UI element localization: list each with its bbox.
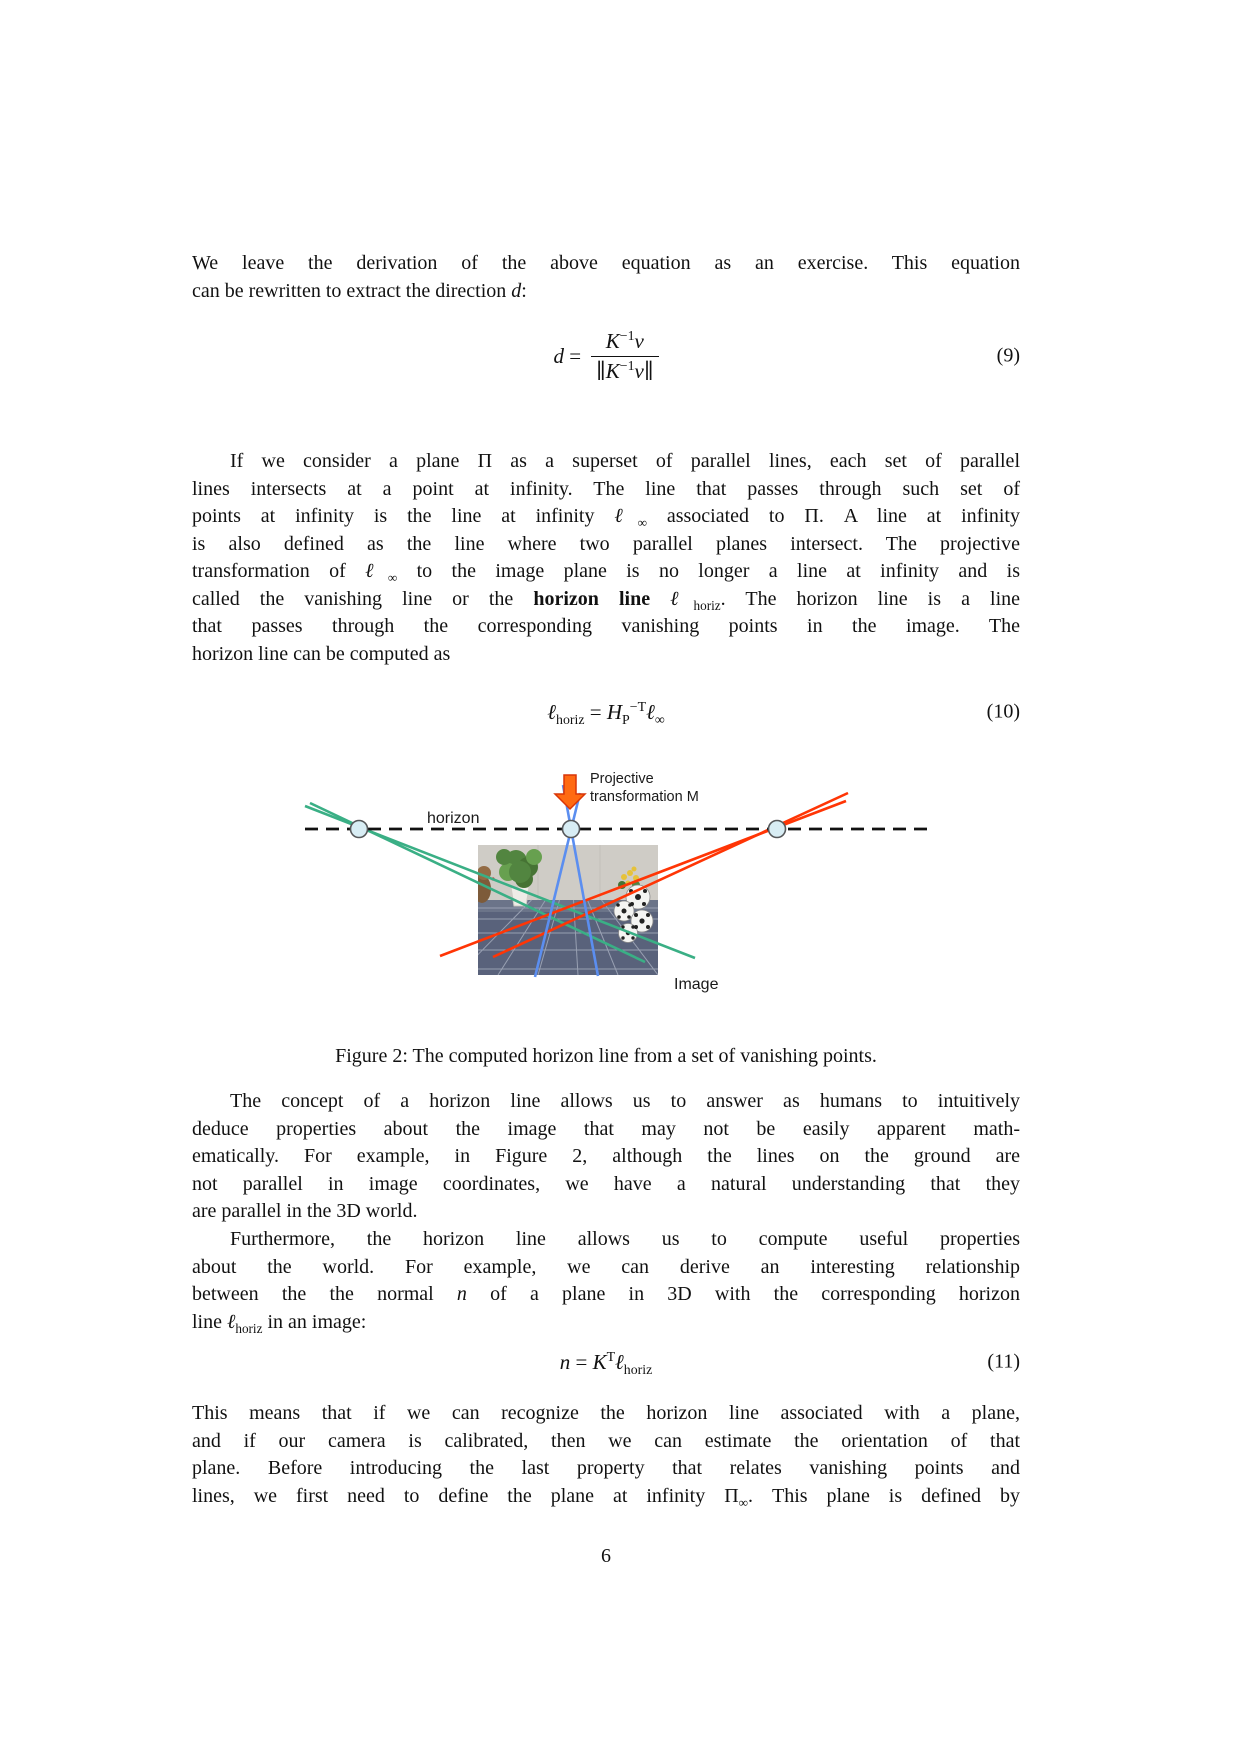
plant-foliage — [509, 861, 531, 883]
equation-10 — [192, 695, 1020, 729]
text-line: We leave the derivation of the above equation as an exercise. This equation — [192, 252, 1020, 274]
text-line: that passes through the corresponding vanishing points in the image. The — [192, 615, 1020, 637]
equation-number: (10) — [986, 700, 1020, 723]
flower — [621, 874, 627, 880]
paragraph — [192, 1226, 1020, 1336]
paragraph — [192, 1088, 1020, 1226]
text-line: If we consider a plane Π as a superset of parallel lines, each set of parallel — [230, 450, 1020, 472]
paragraph — [192, 250, 1020, 305]
text-line: points at infinity is the line at infinity ℓ$_\infty$ associated to Π. A line at infinity — [192, 505, 1020, 530]
text-line: ematically. For example, in Figure 2, although the lines on the ground are — [192, 1145, 1020, 1167]
equation-11 — [192, 1346, 1020, 1378]
equation-number: (11) — [987, 1350, 1020, 1373]
projective-label-line2: transformation M — [590, 789, 699, 805]
fraction-denominator: $\parallel K^{-1}v\parallel$ — [596, 357, 654, 383]
figure-caption: Figure 2: The computed horizon line from a set of vanishing points. — [335, 1045, 877, 1067]
text-line: between the the normal n of a plane in 3D with the corresponding horizon — [192, 1283, 1020, 1305]
text-line: The concept of a horizon line allows us to answer as humans to intuitively — [230, 1090, 1020, 1112]
text-line: not parallel in image coordinates, we have a natural understanding that they — [192, 1172, 1020, 1195]
equation-lhs: d = — [553, 343, 582, 368]
flower — [627, 870, 633, 876]
equation-body: ℓ$_{horiz}$ = $H_P^{-T}\ell_\infty$ — [547, 698, 665, 727]
text-line: Furthermore, the horizon line allows us to compute useful properties — [230, 1228, 1020, 1250]
text-line: line ℓ$_{horiz}$ in an image: — [192, 1310, 367, 1336]
text-line: This means that if we can recognize the horizon line associated with a plane, — [192, 1402, 1020, 1424]
text-line: lines intersects at a point at infinity. The line that passes through such set of — [192, 477, 1020, 500]
paragraph — [192, 448, 1020, 668]
text-line: called the vanishing line or the horizon line ℓ$_{horiz}$. The horizon line is a line — [192, 587, 1020, 613]
fraction — [591, 329, 659, 384]
horizon-label: horizon — [427, 810, 480, 827]
down-arrow-icon — [555, 775, 585, 809]
plant-foliage — [526, 849, 542, 865]
figure-2-diagram — [250, 765, 990, 1005]
equation-number: (9) — [996, 344, 1020, 367]
text-line: lines, we first need to define the plane at infinity $\Pi_\infty$. This plane is defined by — [192, 1484, 1020, 1510]
vanishing-point-left — [351, 821, 368, 838]
text-line: transformation of ℓ$_\infty$ to the image plane is no longer a line at infinity and is — [192, 560, 1020, 585]
text-line: plane. Before introducing the last property that relates vanishing points and — [192, 1457, 1020, 1479]
page-number: 6 — [601, 1545, 611, 1567]
text-line: are parallel in the 3D world. — [192, 1200, 418, 1222]
paragraph — [192, 1400, 1020, 1510]
vanishing-point-right — [769, 821, 786, 838]
text-line: is also defined as the line where two parallel planes intersect. The projective — [192, 532, 1020, 555]
text-line: can be rewritten to extract the direction d: — [192, 279, 527, 302]
equation-9 — [192, 318, 1020, 394]
projective-label-line1: Projective — [590, 771, 654, 787]
text-line: horizon line can be computed as — [192, 642, 451, 665]
vanishing-point-middle — [563, 821, 580, 838]
text-line: about the world. For example, we can derive an interesting relationship — [192, 1255, 1020, 1278]
text-line: and if our camera is calibrated, then we can estimate the orientation of that — [192, 1429, 1020, 1452]
text-line: deduce properties about the image that may not be easily apparent math- — [192, 1117, 1020, 1140]
flower — [632, 867, 637, 872]
plant-foliage — [496, 849, 512, 865]
equation-body: $n = K^T\ell_{horiz}$ — [559, 1348, 653, 1377]
image-label: Image — [674, 976, 719, 993]
fraction-numerator: $K^{-1}v$ — [591, 329, 659, 357]
